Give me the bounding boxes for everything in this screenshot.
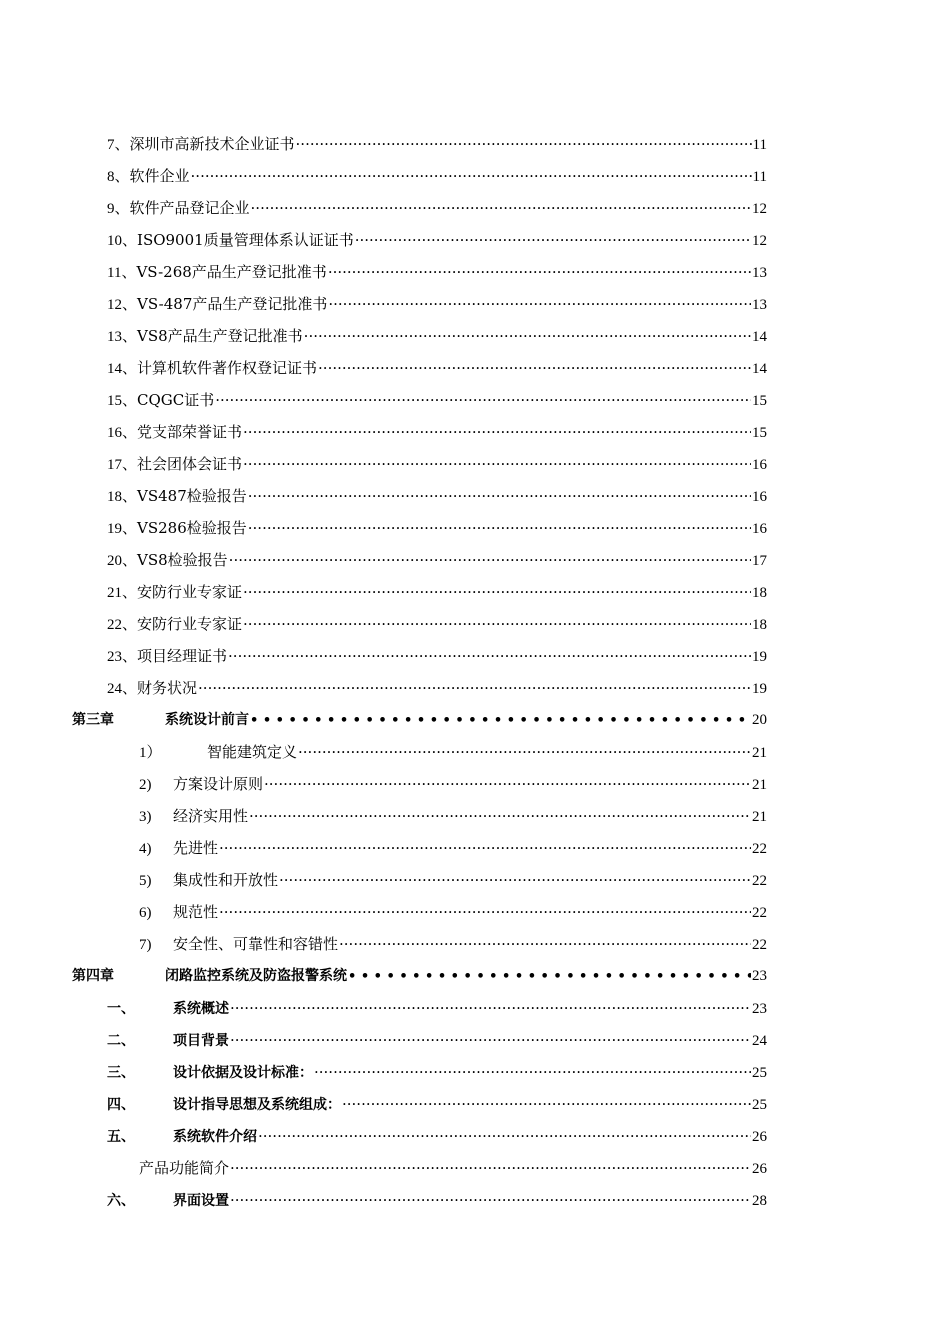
dot-leader <box>348 968 751 986</box>
entry-number: 3) <box>139 809 152 825</box>
entry-number: 10、 <box>107 233 138 249</box>
entry-number: 19、 <box>107 521 138 537</box>
entry-title: 智能建筑定义 <box>207 743 298 761</box>
dot-leader <box>279 871 751 889</box>
page-number: 23 <box>752 1001 767 1017</box>
page-number: 11 <box>752 137 767 153</box>
entry-title: 项目经理证书 <box>137 647 228 665</box>
toc-entry[interactable] <box>0 864 950 896</box>
page-number: 14 <box>752 361 767 377</box>
page-number: 21 <box>752 777 767 793</box>
entry-number: 22、 <box>107 617 138 633</box>
dot-leader <box>191 167 752 185</box>
page-number: 21 <box>752 745 767 761</box>
dot-leader <box>219 903 751 921</box>
toc-entry[interactable] <box>0 352 950 384</box>
page-number: 26 <box>752 1161 767 1177</box>
entry-title: 产品功能简介 <box>139 1159 230 1177</box>
page-number: 25 <box>752 1097 767 1113</box>
entry-title: 计算机软件著作权登记证书 <box>137 359 318 377</box>
page-number: 19 <box>752 649 767 665</box>
page-number: 16 <box>752 521 767 537</box>
page-number: 28 <box>752 1193 767 1209</box>
entry-number: 2) <box>139 777 152 793</box>
dot-leader <box>304 327 751 345</box>
page-number: 17 <box>752 553 767 569</box>
entry-number: 8、 <box>107 169 130 185</box>
entry-title: 安防行业专家证 <box>137 583 243 601</box>
toc-entry[interactable] <box>0 576 950 608</box>
page-number: 24 <box>752 1033 767 1049</box>
toc-entry[interactable] <box>0 384 950 416</box>
toc-entry[interactable] <box>0 640 950 672</box>
dot-leader <box>230 1159 751 1177</box>
entry-title: 党支部荣誉证书 <box>137 423 243 441</box>
toc-entry[interactable] <box>0 512 950 544</box>
toc-entry[interactable] <box>0 160 950 192</box>
toc-entry[interactable] <box>0 800 950 832</box>
toc-entry[interactable] <box>0 992 950 1024</box>
chapter-number: 第四章 <box>72 968 114 984</box>
toc-entry[interactable] <box>0 288 950 320</box>
page-number: 26 <box>752 1129 767 1145</box>
entry-number: 一、 <box>107 1001 135 1017</box>
page-number: 16 <box>752 489 767 505</box>
entry-title: VS487检验报告 <box>137 487 247 505</box>
entry-number: 四、 <box>107 1097 135 1113</box>
dot-leader <box>296 135 752 153</box>
entry-number: 7) <box>139 937 152 953</box>
entry-title: ISO9001质量管理体系认证证书 <box>137 231 354 249</box>
entry-title: VS8检验报告 <box>137 551 228 569</box>
toc-entry[interactable] <box>0 1056 950 1088</box>
entry-number: 5) <box>139 873 152 889</box>
toc-chapter-4[interactable] <box>0 960 950 992</box>
entry-number: 14、 <box>107 361 138 377</box>
entry-title: VS286检验报告 <box>137 519 247 537</box>
dot-leader <box>228 647 751 665</box>
page-number: 20 <box>752 712 767 728</box>
entry-title: CQGC证书 <box>137 391 215 409</box>
entry-title: 集成性和开放性 <box>173 871 279 889</box>
toc-entry[interactable] <box>0 1184 950 1216</box>
toc-entry[interactable] <box>0 256 950 288</box>
entry-number: 23、 <box>107 649 138 665</box>
page-number: 22 <box>752 905 767 921</box>
entry-title: 规范性 <box>173 903 219 921</box>
page-number: 23 <box>752 968 767 984</box>
dot-leader <box>230 1031 751 1049</box>
page-number: 18 <box>752 585 767 601</box>
entry-title: VS8产品生产登记批准书 <box>137 327 303 345</box>
dot-leader <box>248 487 751 505</box>
page-number: 12 <box>752 201 767 217</box>
toc-entry[interactable] <box>0 1120 950 1152</box>
toc-chapter-3[interactable] <box>0 704 950 736</box>
entry-title: 软件企业 <box>129 167 190 185</box>
page-number: 13 <box>752 297 767 313</box>
page-number: 19 <box>752 681 767 697</box>
entry-title: 界面设置 <box>173 1193 229 1209</box>
entry-title: 深圳市高新技术企业证书 <box>129 135 295 153</box>
page-number: 21 <box>752 809 767 825</box>
dot-leader <box>318 359 751 377</box>
dot-leader <box>298 743 751 761</box>
page-number: 22 <box>752 873 767 889</box>
page-number: 25 <box>752 1065 767 1081</box>
toc-entry[interactable] <box>0 1088 950 1120</box>
entry-title: 安防行业专家证 <box>137 615 243 633</box>
toc-entry[interactable] <box>0 128 950 160</box>
entry-title: 方案设计原则 <box>173 775 264 793</box>
entry-number: 五、 <box>107 1129 135 1145</box>
page-number: 16 <box>752 457 767 473</box>
page-number: 15 <box>752 425 767 441</box>
toc-entry[interactable] <box>0 1152 950 1184</box>
toc-entry[interactable] <box>0 448 950 480</box>
dot-leader <box>243 455 751 473</box>
toc-entry[interactable] <box>0 896 950 928</box>
entry-title: 设计指导思想及系统组成： <box>173 1097 341 1113</box>
entry-number: 4) <box>139 841 152 857</box>
entry-number: 六、 <box>107 1193 135 1209</box>
page-number: 14 <box>752 329 767 345</box>
dot-leader <box>258 1127 751 1145</box>
entry-title: 软件产品登记企业 <box>129 199 250 217</box>
dot-leader <box>243 583 751 601</box>
dot-leader <box>248 519 751 537</box>
dot-leader <box>230 1191 751 1209</box>
entry-title: 项目背景 <box>173 1033 229 1049</box>
entry-number: 21、 <box>107 585 138 601</box>
chapter-number: 第三章 <box>72 712 114 728</box>
toc-entry[interactable] <box>0 928 950 960</box>
page-number: 18 <box>752 617 767 633</box>
dot-leader <box>219 839 751 857</box>
dot-leader <box>243 615 751 633</box>
entry-number: 18、 <box>107 489 138 505</box>
page-number: 12 <box>752 233 767 249</box>
entry-number: 17、 <box>107 457 138 473</box>
toc-entry[interactable] <box>0 672 950 704</box>
chapter-title: 系统设计前言 <box>165 712 249 728</box>
entry-title: 设计依据及设计标准： <box>173 1065 313 1081</box>
dot-leader <box>339 935 751 953</box>
dot-leader <box>314 1063 751 1081</box>
entry-title: 先进性 <box>173 839 219 857</box>
entry-number: 7、 <box>107 137 130 153</box>
entry-number: 11、 <box>107 265 137 281</box>
entry-number: 9、 <box>107 201 130 217</box>
entry-title: 系统概述 <box>173 1001 229 1017</box>
dot-leader <box>251 199 751 217</box>
toc-entry[interactable] <box>0 320 950 352</box>
entry-number: 24、 <box>107 681 138 697</box>
dot-leader <box>250 712 751 730</box>
toc-entry[interactable] <box>0 480 950 512</box>
dot-leader <box>198 679 751 697</box>
toc-entry[interactable] <box>0 768 950 800</box>
dot-leader <box>342 1095 751 1113</box>
dot-leader <box>249 807 751 825</box>
dot-leader <box>328 295 751 313</box>
entry-number: 20、 <box>107 553 138 569</box>
entry-title: 财务状况 <box>137 679 198 697</box>
entry-number: 13、 <box>107 329 138 345</box>
dot-leader <box>328 263 751 281</box>
dot-leader <box>230 999 751 1017</box>
toc-entry[interactable] <box>0 192 950 224</box>
entry-number: 15、 <box>107 393 138 409</box>
dot-leader <box>355 231 751 249</box>
table-of-contents <box>0 128 950 1216</box>
toc-entry[interactable] <box>0 416 950 448</box>
page-number: 13 <box>752 265 767 281</box>
entry-number: 二、 <box>107 1033 135 1049</box>
entry-title: 社会团体会证书 <box>137 455 243 473</box>
entry-title: 系统软件介绍 <box>173 1129 257 1145</box>
entry-title: 安全性、可靠性和容错性 <box>173 935 339 953</box>
page-number: 11 <box>752 169 767 185</box>
entry-number: 6) <box>139 905 152 921</box>
toc-entry[interactable] <box>0 224 950 256</box>
entry-number: 三、 <box>107 1065 135 1081</box>
toc-entry[interactable] <box>0 1024 950 1056</box>
page-number: 22 <box>752 937 767 953</box>
entry-number: 12、 <box>107 297 138 313</box>
toc-entry[interactable] <box>0 832 950 864</box>
chapter-title: 闭路监控系统及防盗报警系统 <box>165 968 347 984</box>
toc-entry[interactable] <box>0 736 950 768</box>
toc-entry[interactable] <box>0 544 950 576</box>
page-number: 15 <box>752 393 767 409</box>
dot-leader <box>215 391 751 409</box>
dot-leader <box>264 775 751 793</box>
entry-number: 16、 <box>107 425 138 441</box>
entry-title: 经济实用性 <box>173 807 249 825</box>
dot-leader <box>243 423 751 441</box>
entry-title: VS-487产品生产登记批准书 <box>137 295 328 313</box>
entry-number: 1） <box>139 745 162 761</box>
page-number: 22 <box>752 841 767 857</box>
toc-entry[interactable] <box>0 608 950 640</box>
entry-title: VS-268产品生产登记批准书 <box>136 263 327 281</box>
dot-leader <box>229 551 751 569</box>
